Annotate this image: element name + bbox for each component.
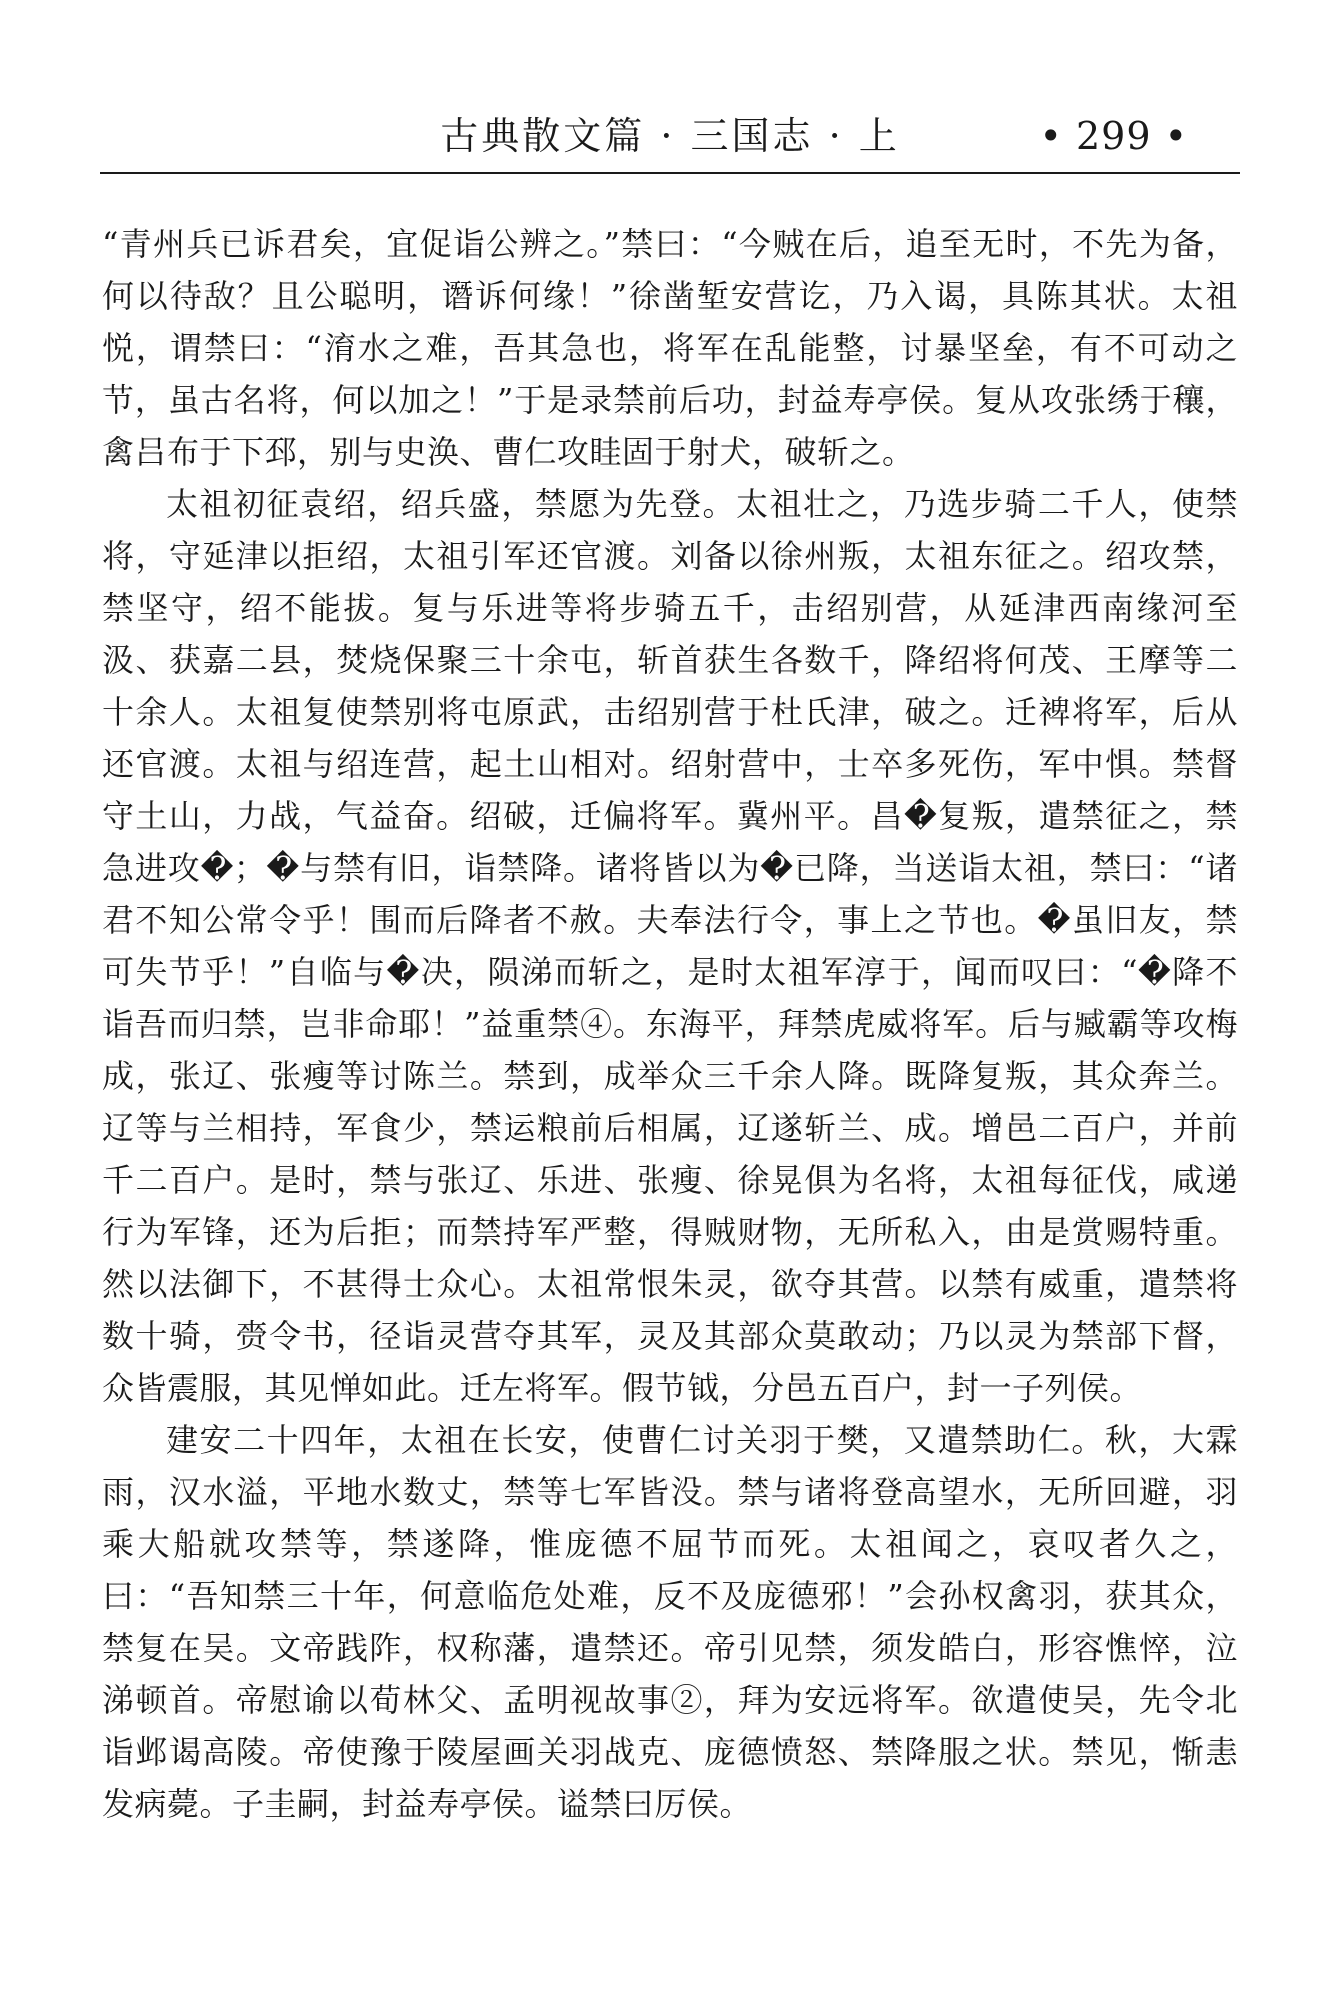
- page-number: • 299 •: [1039, 114, 1188, 158]
- page-header: [100, 108, 1240, 170]
- header-divider: [100, 172, 1240, 174]
- running-title: 古典散文篇 · 三国志 · 上: [440, 114, 900, 158]
- paragraph: 建安二十四年，太祖在长安，使曹仁讨关羽于樊，又遣禁助仁。秋，大霖雨，汉水溢，平地水数丈，禁等七军皆没。禁与诸将登高望水，无所回避，羽乘大船就攻禁等，禁遂降，惟庞德不屈节而死。太祖闻之，哀叹者久之，曰：“吾知禁三十年，何意临危处难，反不及庞德邪！”会孙权禽羽，获其众，禁复在吴。文帝践阼，权称藩，遣禁还。帝引见禁，须发皓白，形容憔悴，泣涕顿首。帝慰谕以荀林父、孟明视故事②，拜为安远将军。欲遣使吴，先令北诣邺谒高陵。帝使豫于陵屋画关羽战克、庞德愤怒、禁降服之状。禁见，惭恚发病薨。子圭嗣，封益寿亭侯。谥禁曰厉侯。: [102, 1421, 1238, 1823]
- paragraph: 太祖初征袁绍，绍兵盛，禁愿为先登。太祖壮之，乃选步骑二千人，使禁将，守延津以拒绍，太祖引军还官渡。刘备以徐州叛，太祖东征之。绍攻禁，禁坚守，绍不能拔。复与乐进等将步骑五千，击绍别营，从延津西南缘河至汲、获嘉二县，焚烧保聚三十余屯，斩首获生各数千，降绍将何茂、王摩等二十余人。太祖复使禁别将屯原武，击绍别营于杜氏津，破之。迁裨将军，后从还官渡。太祖与绍连营，起土山相对。绍射营中，士卒多死伤，军中惧。禁督守土山，力战，气益奋。绍破，迁偏将军。冀州平。昌�复叛，遣禁征之，禁急进攻�；�与禁有旧，诣禁降。诸将皆以为�已降，当送诣太祖，禁曰：“诸君不知公常令乎！围而后降者不赦。夫奉法行令，事上之节也。�虽旧友，禁可失节乎！”自临与�决，陨涕而斩之，是时太祖军淳于，闻而叹曰：“�降不诣吾而归禁，岂非命耶！”益重禁④。东海平，拜禁虎威将军。后与臧霸等攻梅成，张辽、张瘦等讨陈兰。禁到，成举众三千余人降。既降复叛，其众奔兰。辽等与兰相持，军食少，禁运粮前后相属，辽遂斩兰、成。增邑二百户，并前千二百户。是时，禁与张辽、乐进、张瘦、徐晃俱为名将，太祖每征伐，咸递行为军锋，还为后拒；而禁持军严整，得贼财物，无所私入，由是赏赐特重。然以法御下，不甚得士众心。太祖常恨朱灵，欲夺其营。以禁有威重，遣禁将数十骑，赍令书，径诣灵营夺其军，灵及其部众莫敢动；乃以灵为禁部下督，众皆震服，其见惮如此。迁左将军。假节钺，分邑五百户，封一子列侯。: [102, 485, 1238, 1407]
- paragraph-continued: “青州兵已诉君矣，宜促诣公辨之。”禁曰：“今贼在后，追至无时，不先为备，何以待敌？且公聪明，谮诉何缘！”徐凿堑安营讫，乃入谒，具陈其状。太祖悦，谓禁曰：“淯水之难，吾其急也，将军在乱能整，讨暴坚垒，有不可动之节，虽古名将，何以加之！”于是录禁前后功，封益寿亭侯。复从攻张绣于穰，禽吕布于下邳，别与史涣、曹仁攻眭固于射犬，破斩之。: [102, 225, 1238, 471]
- body-text: [102, 218, 1238, 1830]
